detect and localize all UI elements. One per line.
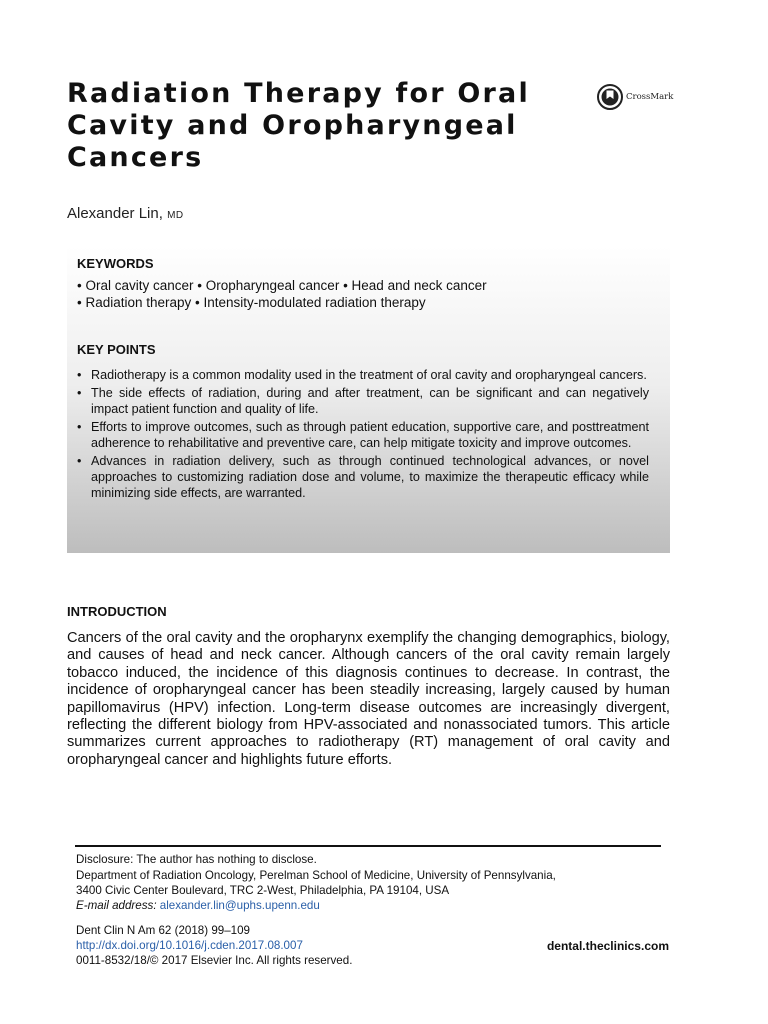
bullet-icon: • xyxy=(77,386,82,400)
key-points-list xyxy=(77,367,649,503)
doi-link[interactable]: http://dx.doi.org/10.1016/j.cden.2017.08.007 xyxy=(76,939,303,952)
copyright-line: 0011-8532/18/© 2017 Elsevier Inc. All rights reserved. xyxy=(76,954,353,967)
email-label: E-mail address: xyxy=(76,899,157,912)
crossmark-badge[interactable] xyxy=(597,84,673,110)
footnote-divider xyxy=(75,845,661,847)
keywords-heading: KEYWORDS xyxy=(77,256,154,271)
key-point-item xyxy=(77,419,649,451)
introduction-body: Cancers of the oral cavity and the oropharynx exemplify the changing demographics, biology, and causes of head and neck cancer. Although cancers of the oral cavity remain largely tobacco induced, the incidence of this diagnosis continues to decrease. In contrast, the incidence of oropharyngeal cancer has been steadily increasing, largely caused by human papillomavirus (HPV) infection. Long-term disease outcomes are increasingly divergent, reflecting the different biology from HPV-associated and nonassociated tumors. This article summarizes current approaches to radiotherapy (RT) management of oral cavity and oropharyngeal cancer and highlights future efforts. xyxy=(67,630,670,768)
key-point-item xyxy=(77,367,649,383)
keywords-line: • Oral cavity cancer • Oropharyngeal cancer • Head and neck cancer xyxy=(77,278,487,293)
author-name: Alexander Lin, xyxy=(67,205,163,222)
key-point-text: Advances in radiation delivery, such as through continued technological advances, or novel approaches to customizing radiation dose and volume, to maximize the therapeutic efficacy while minimizing side effects, are warranted. xyxy=(91,454,649,500)
key-point-text: Radiotherapy is a common modality used in the treatment of oral cavity and oropharyngeal cancers. xyxy=(91,368,647,382)
key-points-heading: KEY POINTS xyxy=(77,342,156,357)
author-degree: MD xyxy=(167,210,184,221)
key-point-item xyxy=(77,385,649,417)
bullet-icon: • xyxy=(77,454,82,468)
citation-line: Dent Clin N Am 62 (2018) 99–109 xyxy=(76,924,251,937)
affiliation-line: 3400 Civic Center Boulevard, TRC 2-West, Philadelphia, PA 19104, USA xyxy=(76,884,450,897)
journal-site[interactable]: dental.theclinics.com xyxy=(546,939,669,953)
affiliation-line: Department of Radiation Oncology, Perelman School of Medicine, University of Pennsylvania, xyxy=(76,869,556,882)
introduction-heading: INTRODUCTION xyxy=(67,604,167,619)
bullet-icon: • xyxy=(77,368,82,382)
key-point-text: Efforts to improve outcomes, such as through patient education, supportive care, and posttreatment adherence to rehabilitative and preventive care, can help mitigate toxicity and improve outcomes. xyxy=(91,420,649,450)
key-point-text: The side effects of radiation, during and after treatment, can be significant and can negatively impact patient function and quality of life. xyxy=(91,386,649,416)
crossmark-label: CrossMark xyxy=(626,92,674,102)
summary-box xyxy=(67,246,670,553)
article-title: Radiation Therapy for Oral Cavity and Oropharyngeal Cancers xyxy=(67,78,530,173)
disclosure-note: Disclosure: The author has nothing to disclose. xyxy=(76,853,317,866)
bullet-icon: • xyxy=(77,420,82,434)
email-line xyxy=(76,898,320,914)
key-point-item xyxy=(77,453,649,501)
keywords-line: • Radiation therapy • Intensity-modulated radiation therapy xyxy=(77,295,426,310)
author-line xyxy=(67,205,184,222)
crossmark-icon xyxy=(597,84,623,110)
email-link[interactable]: alexander.lin@uphs.upenn.edu xyxy=(159,899,320,912)
